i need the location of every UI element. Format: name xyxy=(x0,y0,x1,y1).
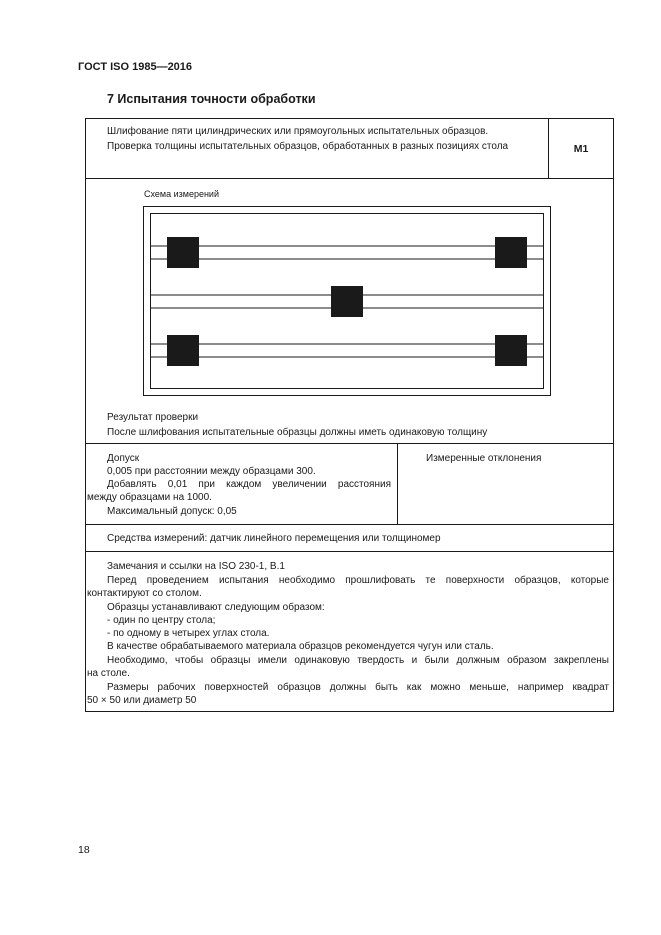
scheme-caption: Схема измерений xyxy=(144,189,219,199)
tolerance-line-2a: Добавлять 0,01 при каждом увеличении расстояния xyxy=(107,479,391,490)
tolerance-line-1: 0,005 при расстоянии между образцами 300. xyxy=(107,466,316,477)
tolerance-line-2b: между образцами на 1000. xyxy=(87,492,212,503)
test-code: M1 xyxy=(573,142,589,155)
notes-paragraph-4a: Необходимо, чтобы образцы имели одинаковую твердость и были должным образом закреплены xyxy=(107,655,609,666)
specimen-top-left xyxy=(167,237,199,268)
notes-paragraph-5b: 50 × 50 или диаметр 50 xyxy=(87,695,197,706)
notes-list-item-2: - по одному в четырех углах стола. xyxy=(107,628,270,639)
result-text: После шлифования испытательные образцы должны иметь одинаковую толщину xyxy=(107,427,488,438)
notes-paragraph-2: Образцы устанавливают следующим образом: xyxy=(107,602,325,613)
row-divider-3 xyxy=(86,524,613,525)
notes-paragraph-5a: Размеры рабочих поверхностей образцов должны быть как можно меньше, например квадрат xyxy=(107,682,609,693)
specimen-bottom-left xyxy=(167,335,199,366)
tolerance-line-3: Максимальный допуск: 0,05 xyxy=(107,506,237,517)
notes-paragraph-4b: на столе. xyxy=(87,668,130,679)
notes-paragraph-1b: контактируют со столом. xyxy=(87,588,202,599)
specimen-bottom-right xyxy=(495,335,527,366)
tolerance-divider xyxy=(397,443,398,524)
measurement-scheme-diagram xyxy=(143,206,551,396)
result-heading: Результат проверки xyxy=(107,412,199,423)
row-divider-2 xyxy=(86,443,613,444)
notes-list-item-1: - один по центру стола; xyxy=(107,615,216,626)
row-divider-4 xyxy=(86,551,613,552)
tolerance-heading: Допуск xyxy=(107,453,140,464)
instruments-text: Средства измерений: датчик линейного перемещения или толщиномер xyxy=(107,533,441,544)
specimen-center xyxy=(331,286,363,317)
page-number: 18 xyxy=(78,844,90,856)
document-code: ГОСТ ISO 1985—2016 xyxy=(78,61,193,73)
test-description-line-2: Проверка толщины испытательных образцов, обработанных в разных позициях стола xyxy=(107,141,509,152)
measured-deviations-heading: Измеренные отклонения xyxy=(426,453,542,464)
test-description-line-1: Шлифование пяти цилиндрических или прямоугольных испытательных образцов. xyxy=(107,126,489,137)
notes-paragraph-1a: Перед проведением испытания необходимо прошлифовать те поверхности образцов, которые xyxy=(107,575,609,586)
notes-paragraph-3: В качестве обрабатываемого материала образцов рекомендуется чугун или сталь. xyxy=(107,641,494,652)
section-title: 7 Испытания точности обработки xyxy=(107,92,316,106)
notes-heading: Замечания и ссылки на ISO 230-1, В.1 xyxy=(107,561,285,572)
row-divider-1 xyxy=(86,178,613,179)
specimen-top-right xyxy=(495,237,527,268)
